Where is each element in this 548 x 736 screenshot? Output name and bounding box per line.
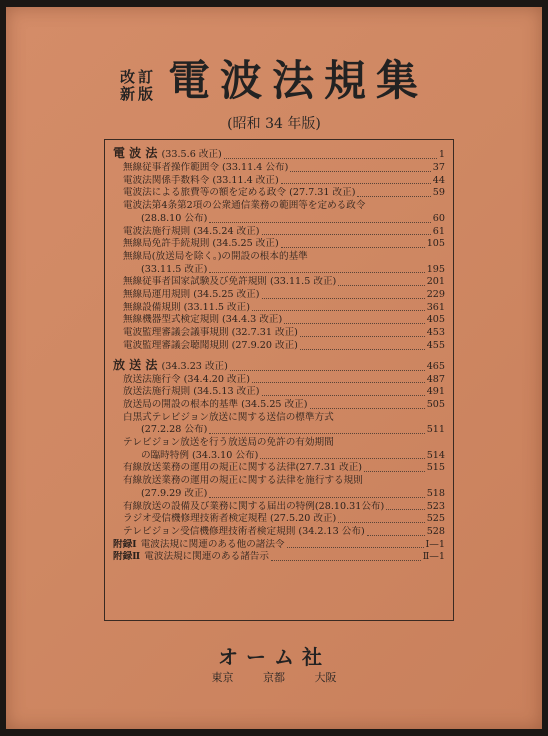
toc-law-broadcast bbox=[113, 358, 445, 374]
toc-entry-title-line: テレビジョン放送を行う放送局の免許の有効期間 bbox=[123, 437, 334, 449]
city: 京都 bbox=[263, 671, 285, 684]
toc-entry bbox=[113, 513, 445, 526]
appendix-entry bbox=[113, 551, 445, 564]
toc-entry-page: 515 bbox=[426, 462, 445, 474]
toc-entry-title: 無線機器型式検定規則 (34.4.3 改正) bbox=[123, 314, 283, 326]
toc-entry-title: 電波法関係手数料令 (33.11.4 改正) bbox=[123, 174, 279, 186]
law-title: 電 波 法 bbox=[113, 146, 158, 160]
appendix-items bbox=[113, 539, 445, 564]
broadcast-law-items bbox=[113, 374, 445, 539]
toc-entry-page: 105 bbox=[426, 238, 445, 250]
toc-entry bbox=[113, 340, 445, 353]
toc-entry-title: 放送法施行規則 (34.5.13 改正) bbox=[123, 386, 260, 398]
toc-entry-page: 514 bbox=[426, 449, 445, 461]
toc-law-radio bbox=[113, 146, 445, 162]
toc-entry-page: 37 bbox=[432, 162, 445, 173]
appendix-title: 電波法規に関連のある他の諸法令 bbox=[140, 538, 285, 550]
appendix-label: 附録Ⅱ bbox=[113, 551, 141, 563]
toc-entry bbox=[113, 399, 445, 412]
toc-entry bbox=[113, 501, 445, 514]
toc-entry bbox=[113, 327, 445, 340]
toc-entry-title: 無線従事者国家試験及び免許規則 (33.11.5 改正) bbox=[123, 276, 337, 288]
toc-entry-title: 電波監理審議会聴聞規則 (27.9.20 改正) bbox=[123, 339, 298, 351]
appendix-label: 附録Ⅰ bbox=[113, 538, 137, 550]
city: 東京 bbox=[211, 671, 234, 684]
toc-entry bbox=[113, 276, 445, 289]
toc-entry-page: 405 bbox=[426, 314, 445, 326]
toc-entry bbox=[113, 264, 445, 277]
toc-entry-page: 528 bbox=[426, 525, 445, 537]
toc-entry-title: 有線放送の設備及び業務に関する届出の特例(28.10.31公布) bbox=[123, 500, 385, 512]
appendix-title: 電波法規に関連のある諸告示 bbox=[144, 551, 269, 563]
toc-entry-title: 有線放送業務の運用の規正に関する法律(27.7.31 改正) bbox=[123, 462, 363, 474]
toc-entry-title: (33.11.5 改正) bbox=[141, 263, 208, 275]
table-of-contents bbox=[104, 139, 454, 621]
toc-entry bbox=[113, 175, 445, 188]
toc-entry-page: 518 bbox=[426, 487, 445, 499]
toc-entry-page: 453 bbox=[426, 327, 445, 339]
toc-entry-title-line: 白黒式テレビジョン放送に関する送信の標準方式 bbox=[123, 411, 334, 423]
toc-entry-title: 無線局免許手続規則 (34.5.25 改正) bbox=[123, 238, 279, 250]
toc-entry-page: 44 bbox=[432, 174, 445, 186]
book-subtitle: (昭和 34 年版) bbox=[227, 116, 321, 132]
toc-entry-title: 電波監理審議会議事規則 (32.7.31 改正) bbox=[123, 327, 298, 339]
toc-entry-title-line: 有線放送業務の運用の規正に関する法律を施行する規則 bbox=[123, 475, 363, 487]
publisher-cities bbox=[6, 669, 542, 685]
toc-entry bbox=[113, 386, 445, 399]
book-title: 電波法規集 bbox=[168, 56, 429, 105]
toc-entry-title-line: 電波法第4条第2項の公衆通信業務の範囲等を定める政令 bbox=[123, 200, 366, 212]
appendix-page: Ⅱ—1 bbox=[422, 551, 445, 563]
toc-entry-page: 229 bbox=[426, 289, 445, 301]
toc-entry-title: 無線設備規則 (33.11.5 改正) bbox=[123, 301, 250, 313]
toc-entry bbox=[113, 450, 445, 463]
toc-entry bbox=[113, 226, 445, 239]
edition-line-2: 新版 bbox=[119, 85, 156, 103]
book-cover bbox=[6, 7, 542, 729]
toc-entry-title: の臨時特例 (34.3.10 公布) bbox=[141, 449, 259, 461]
toc-entry-page: 59 bbox=[432, 187, 445, 199]
toc-entry-title: ラジオ受信機修理技術者検定規程 (27.5.20 改正) bbox=[123, 513, 337, 525]
toc-entry bbox=[113, 162, 445, 175]
toc-entry-title: 無線局運用規則 (34.5.25 改正) bbox=[123, 289, 260, 301]
law-page: 1 bbox=[438, 149, 445, 160]
toc-entry bbox=[113, 488, 445, 501]
toc-entry bbox=[113, 526, 445, 539]
radio-law-items bbox=[113, 162, 445, 353]
toc-entry-page: 523 bbox=[426, 500, 445, 512]
law-date: (33.5.6 改正) bbox=[161, 149, 222, 160]
toc-entry-page: 505 bbox=[426, 398, 445, 410]
toc-entry-title: 無線従事者操作範囲令 (33.11.4 公布) bbox=[123, 162, 289, 173]
toc-entry-title: 放送法施行令 (34.4.20 改正) bbox=[123, 373, 250, 385]
edition-label bbox=[120, 69, 156, 103]
toc-entry-page: 491 bbox=[426, 386, 445, 398]
toc-entry-page: 525 bbox=[426, 513, 445, 525]
toc-entry-title: 放送局の開設の根本的基準 (34.5.25 改正) bbox=[123, 398, 308, 410]
edition-line-1: 改訂 bbox=[119, 68, 156, 86]
toc-entry-page: 195 bbox=[426, 263, 445, 275]
toc-entry-page: 511 bbox=[426, 424, 445, 436]
toc-entry-page: 60 bbox=[432, 212, 445, 224]
title-block bbox=[6, 56, 542, 105]
appendix-entry bbox=[113, 539, 445, 552]
law-page: 465 bbox=[426, 360, 445, 372]
toc-entry-title: (27.2.28 公布) bbox=[141, 424, 208, 436]
toc-entry-page: 201 bbox=[426, 276, 445, 288]
toc-entry-title: 電波法施行規則 (34.5.24 改正) bbox=[123, 225, 260, 237]
appendix-page: Ⅰ—1 bbox=[425, 538, 445, 550]
toc-entry-title: 電波法による旅費等の額を定める政令 (27.7.31 改正) bbox=[123, 187, 356, 199]
toc-entry-page: 455 bbox=[426, 339, 445, 351]
toc-entry-title: テレビジョン受信機修理技術者検定規則 (34.2.13 公布) bbox=[123, 525, 365, 537]
toc-entry bbox=[113, 187, 445, 200]
toc-entry-title: (28.8.10 公布) bbox=[141, 212, 208, 224]
toc-entry-page: 361 bbox=[426, 301, 445, 313]
toc-entry bbox=[113, 374, 445, 387]
toc-entry bbox=[113, 314, 445, 327]
city: 大阪 bbox=[314, 671, 337, 684]
toc-entry bbox=[113, 213, 445, 226]
law-date: (34.3.23 改正) bbox=[161, 360, 228, 372]
publisher-name: オーム社 bbox=[218, 645, 330, 669]
toc-entry-title: (27.9.29 改正) bbox=[141, 487, 208, 499]
toc-entry-page: 61 bbox=[432, 225, 445, 237]
toc-entry bbox=[113, 302, 445, 315]
toc-entry-page: 487 bbox=[426, 373, 445, 385]
toc-entry-title-line: 無線局(放送局を除く。)の開設の根本的基準 bbox=[123, 250, 308, 262]
toc-entry bbox=[113, 462, 445, 475]
toc-entry bbox=[113, 289, 445, 302]
toc-entry bbox=[113, 424, 445, 437]
toc-entry bbox=[113, 238, 445, 251]
law-title: 放 送 法 bbox=[113, 357, 158, 372]
